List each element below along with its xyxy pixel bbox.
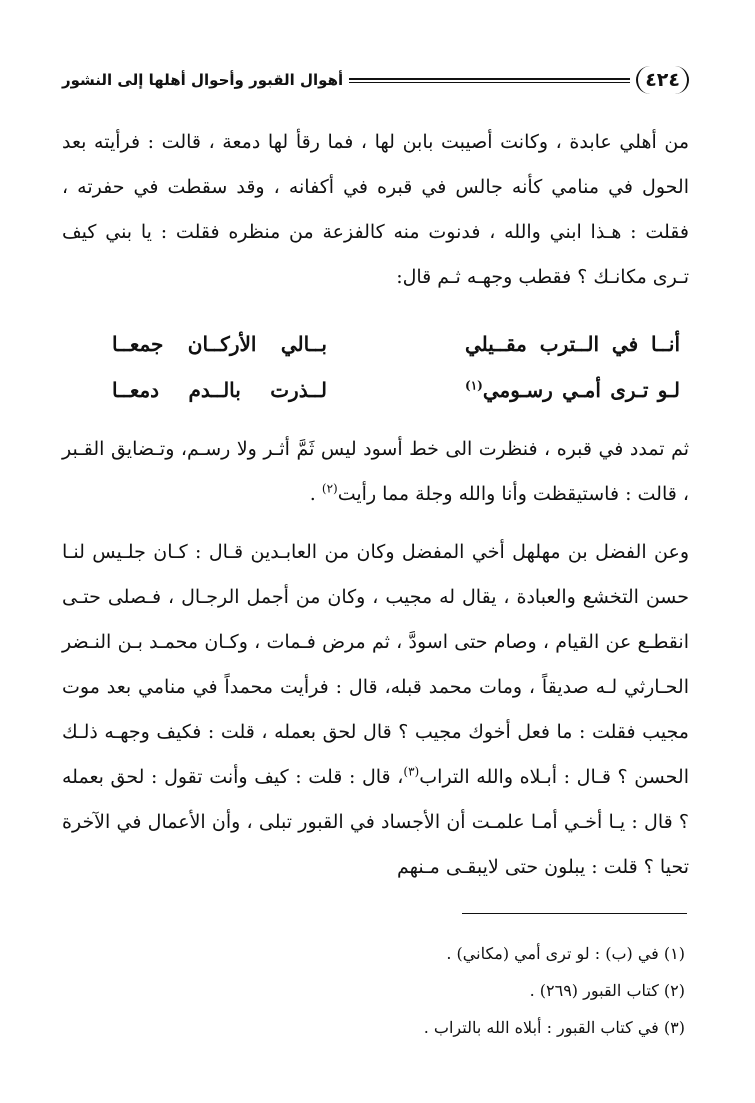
paragraph-1: من أهلي عابدة ، وكانت أصيبت بابن لها ، فما رقأ لها دمعة ، قالت : فرأيته بعد الحول في منامي كأنه جالس في قبره في أكفانه ، وقد سقطت في حفرته ، فقلت : هـذا ابني والله ، فدنوت منه كالفزعة من منظره فقلت : يا بني كيف تـرى مكانـك ؟ فقطب وجهـه ثـم قال: xyxy=(62,131,689,288)
footnote-marker-1[interactable]: (١) xyxy=(465,378,483,393)
paragraph-2-end: . xyxy=(309,483,322,505)
verse-line-1 xyxy=(112,332,680,372)
verse-2-first-hemistich xyxy=(465,378,680,418)
footnote-2: (٢) كتاب القبور (٢٦٩) . xyxy=(529,981,685,1000)
verse-2-first-text: لـو تـرى أمـي رسـومي xyxy=(482,378,680,402)
paragraph-3-text-a: وعن الفضل بن مهلهل أخي المفضل وكان من العابـدين قـال : كـان جلـيس لنـا حسن التخشع والعبادة ، يقال له مجيب ، وكان من أجمل الرجـال ، فـصلى حتـى انقطـع عن القيام ، وصام حتى اسودَّ ، ثم مرض فـمات ، وكـان محمـد بـن النـضر الحـارثي لـه صديقاً ، ومات محمد قبله، قال : فرأيت محمداً في منامي بعد موت مجيب فقلت : ما فعل أخوك مجيب ؟ قال لحق بعمله ، قلت : فكيف وجهـه ذلـك الحسن ؟ قـال : أبـلاه والله التراب xyxy=(62,541,689,788)
footnote-marker-3[interactable]: (٣) xyxy=(403,764,420,779)
paragraph-3-text-b: ، قال : قلت : كيف وأنت تقول : لحق بعمله ؟ قال : يـا أخـي أمـا علمـت أن الأجساد في القبور تبلى ، وأن الأعمال في الآخرة تحيا ؟ قلت : يبلون حتى لايبقـى مـنهم xyxy=(62,766,689,878)
running-title: أهوال القبور وأحوال أهلها إلى النشور xyxy=(62,71,344,89)
verse-1-second-hemistich: بــالي الأركــان جمعــا xyxy=(112,332,327,356)
footnote-marker-2[interactable]: (٢) xyxy=(321,481,338,496)
page-header xyxy=(62,64,689,96)
header-rule xyxy=(349,78,630,83)
footnote-3: (٣) في كتاب القبور : أبلاه الله بالتراب . xyxy=(423,1018,685,1037)
footnote-1: (١) في (ب) : لو ترى أمي (مكاني) . xyxy=(446,944,685,963)
paragraph-2-text: ثم تمدد في قبره ، فنظرت الى خط أسود ليس ثَمَّ أثـر ولا رسـم، وتـضايق القـبر ، قالت : فاستيقظت وأنا والله وجلة مما رأيت xyxy=(62,438,689,505)
footnote-separator xyxy=(462,913,687,914)
page-number: ٤٢٤ xyxy=(636,66,689,94)
paragraph-2 xyxy=(62,427,689,517)
verse-1-first-hemistich: أنــا في الــترب مقــيلي xyxy=(465,332,680,356)
footnotes xyxy=(62,935,685,1046)
verse-line-2 xyxy=(112,378,680,418)
paragraph-3 xyxy=(62,530,689,890)
verse-2-second-hemistich: لــذرت بالــدم دمعــا xyxy=(112,378,327,402)
